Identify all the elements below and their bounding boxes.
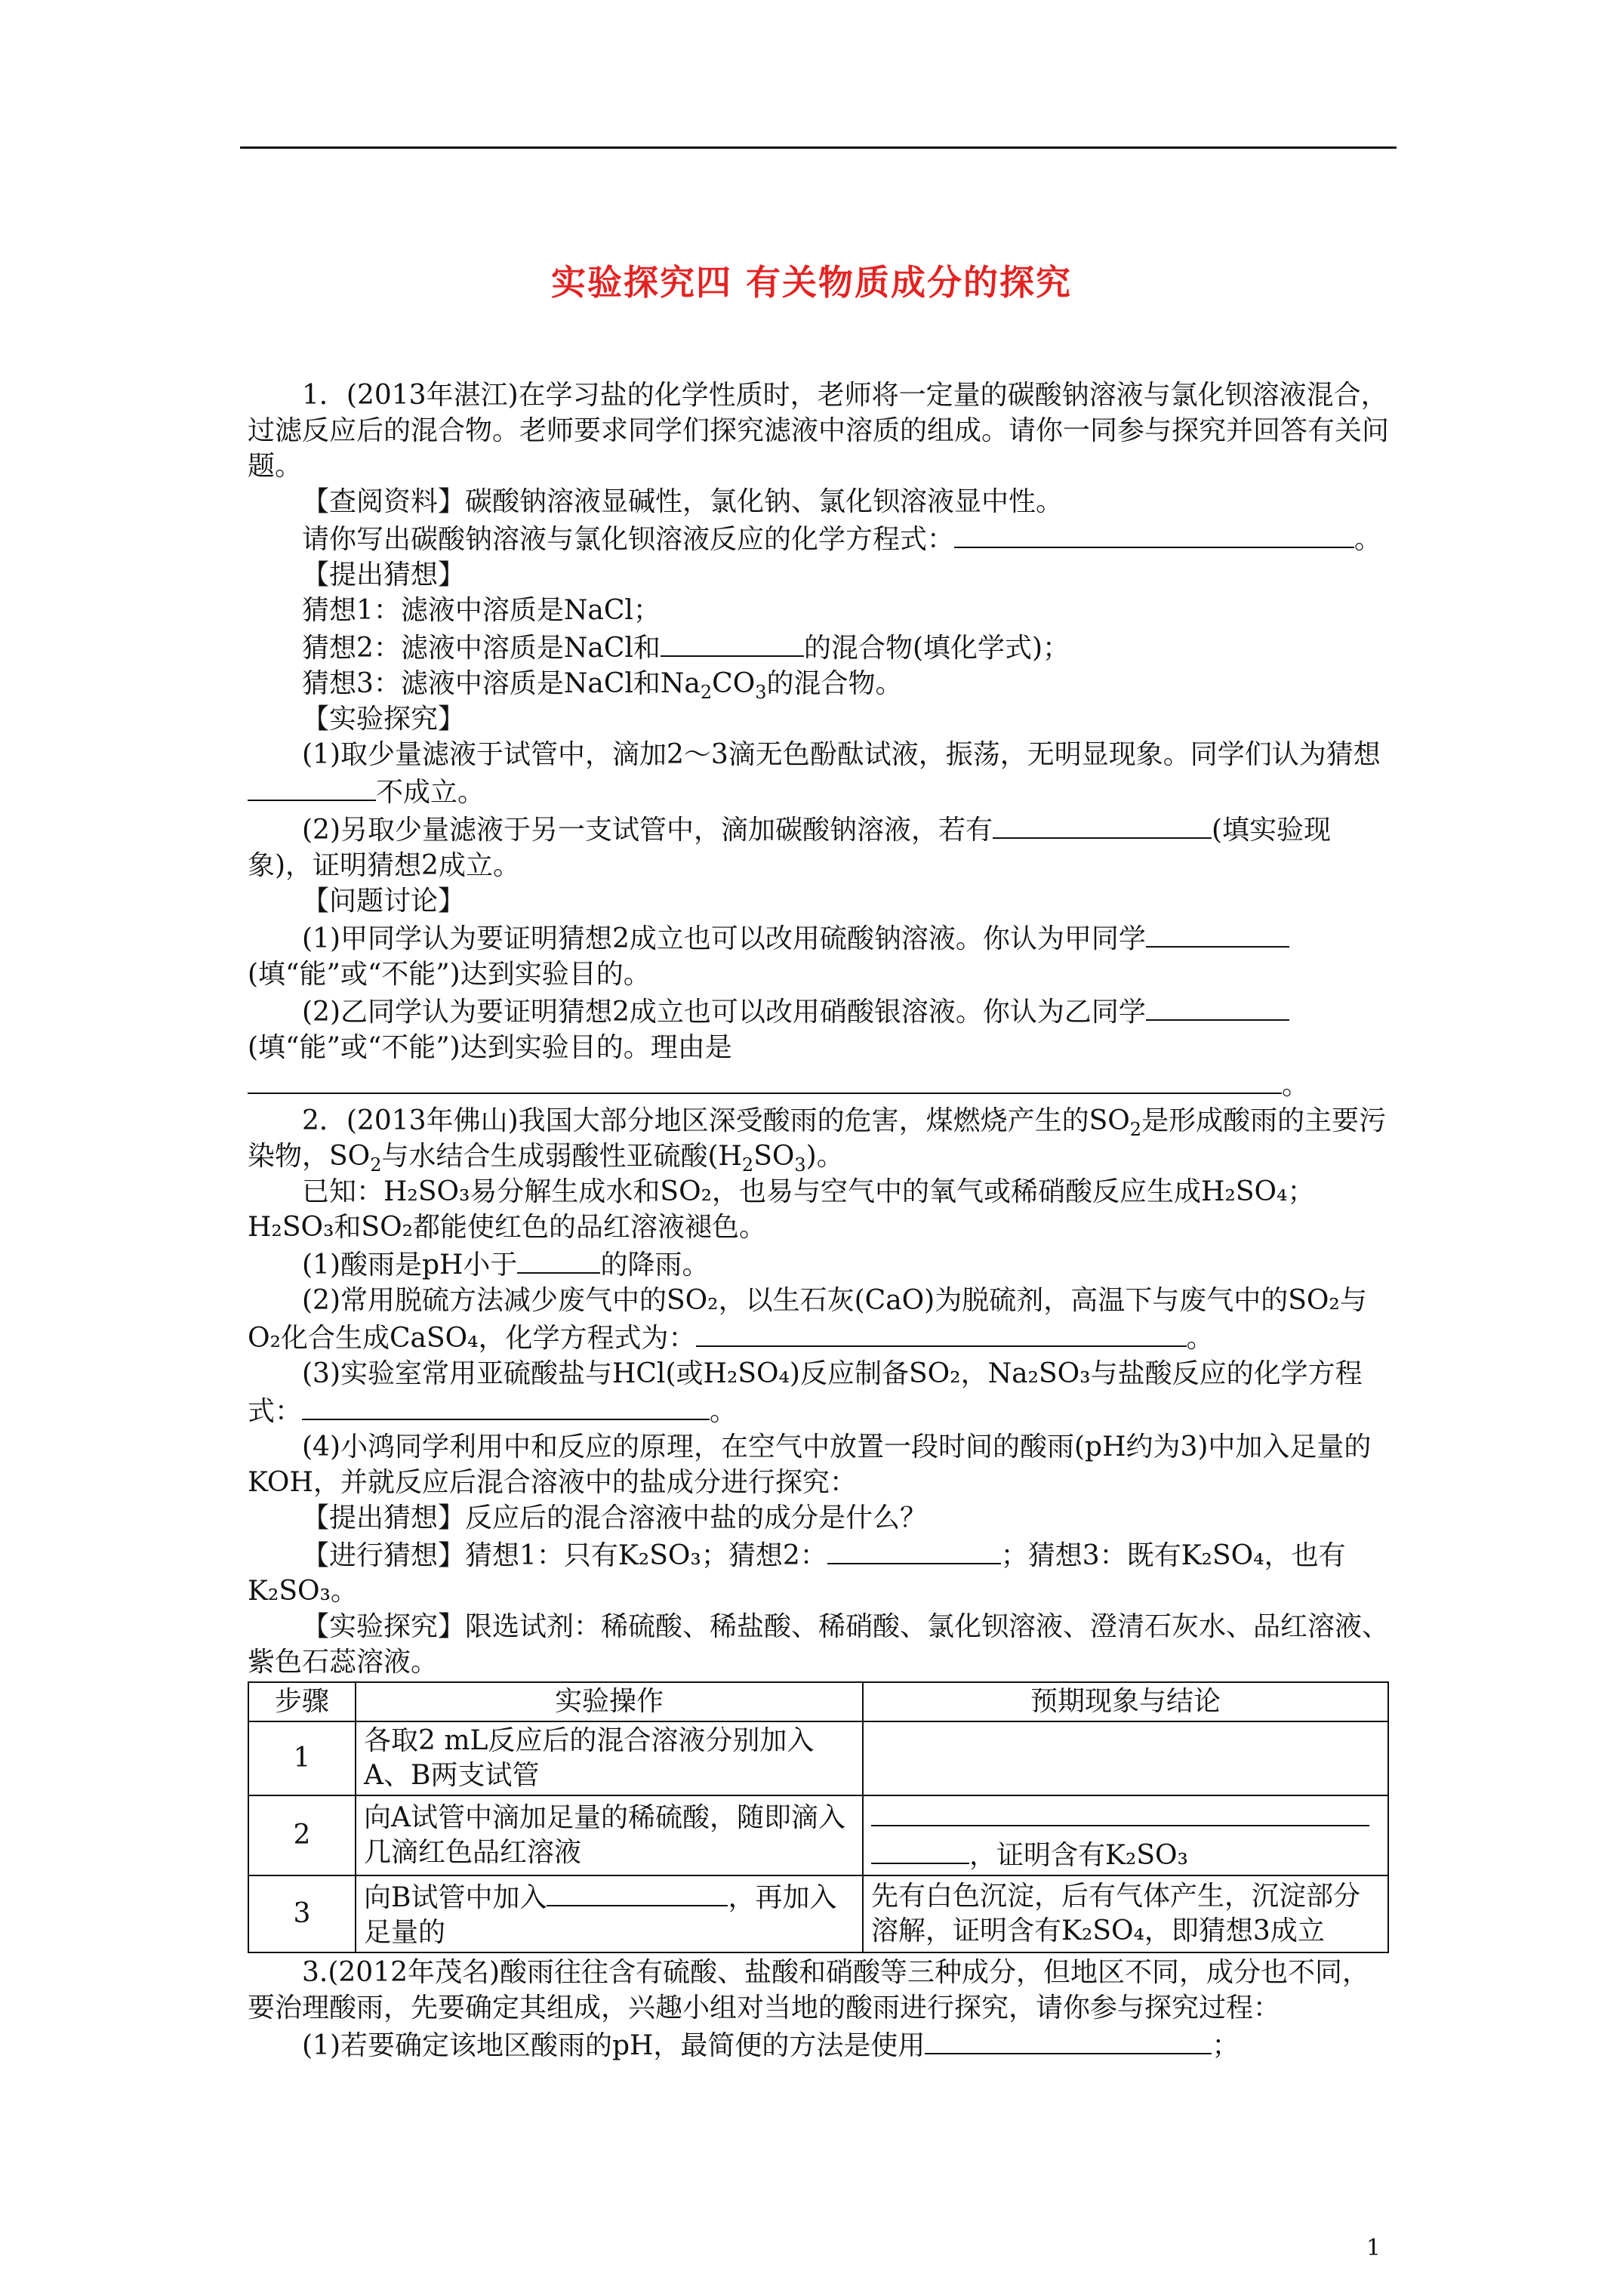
header-rule bbox=[240, 146, 1397, 149]
q1-hyp1: 猜想1：滤液中溶质是NaCl； bbox=[302, 595, 661, 626]
experiment-table bbox=[248, 1681, 1389, 1953]
q1-disc2: (2)乙同学认为要证明猜想2成立也可以改用硝酸银溶液。你认为乙同学(填“能”或“不能”)达到实验目的。理由是 bbox=[248, 992, 1389, 1065]
q1-hyp2: 猜想2：滤液中溶质是NaCl和 的混合物(填化学式)； bbox=[248, 628, 1389, 666]
answer-blank[interactable] bbox=[871, 1835, 969, 1864]
q1-hyp3: 猜想3：滤液中溶质是NaCl和$Na_2CO_3$的混合物。 bbox=[302, 668, 903, 704]
q2-exp: 【实验探究】限选试剂：稀硫酸、稀盐酸、稀硝酸、氯化钡溶液、澄清石灰水、品红溶液、紫色石蕊溶液。 bbox=[248, 1611, 1390, 1678]
q2-question-head: 【提出猜想】反应后的混合溶液中盐的成分是什么？ bbox=[302, 1502, 928, 1533]
step-result: ，证明含有K₂SO₃ bbox=[863, 1795, 1388, 1875]
q1-equation: 请你写出碳酸钠溶液与氯化钡溶液反应的化学方程式： 。 bbox=[248, 519, 1389, 557]
q3-intro: 3.(2012年茂名)酸雨往往含有硫酸、盐酸和硝酸等三种成分，但地区不同，成分也不同，要治理酸雨，先要确定其组成，兴趣小组对当地的酸雨进行探究，请你参与探究过程： bbox=[248, 1957, 1370, 2023]
q2-p3: (3)实验室常用亚硫酸盐与HCl(或H₂SO₄)反应制备SO₂，Na₂SO₃与盐酸反应的化学方程式： 。 bbox=[248, 1358, 1363, 1427]
q2-p1: (1)酸雨是pH小于 的降雨。 bbox=[248, 1245, 1389, 1283]
q3-p1: (1)若要确定该地区酸雨的pH，最简便的方法是使用 ； bbox=[248, 2026, 1389, 2063]
answer-blank[interactable] bbox=[547, 1878, 728, 1906]
answer-blank[interactable] bbox=[1146, 992, 1289, 1021]
table-header: 预期现象与结论 bbox=[863, 1682, 1388, 1721]
q1-exp1: (1)取少量滤液于试管中，滴加2～3滴无色酚酞试液，振荡，无明显现象。同学们认为猜想不成立。 bbox=[248, 737, 1389, 810]
step-operation: 向B试管中加入 ，再加入足量的 bbox=[356, 1875, 863, 1952]
answer-blank[interactable] bbox=[248, 772, 376, 801]
table-header: 实验操作 bbox=[356, 1682, 863, 1721]
q1-exp2: (2)另取少量滤液于另一支试管中，滴加碳酸钠溶液，若有 (填实验现象)，证明猜想2成立。 bbox=[248, 810, 1389, 883]
answer-blank[interactable] bbox=[954, 519, 1354, 548]
q1-reason-line: 。 bbox=[248, 1065, 1389, 1103]
q1-intro: 1．(2013年湛江)在学习盐的化学性质时，老师将一定量的碳酸钠溶液与氯化钡溶液混合，过滤反应后的混合物。老师要求同学们探究滤液中溶质的组成。请你一同参与探究并回答有关问题。 bbox=[248, 380, 1390, 482]
q1-disc1: (1)甲同学认为要证明猜想2成立也可以改用硫酸钠溶液。你认为甲同学(填“能”或“不能”)达到实验目的。 bbox=[248, 919, 1389, 992]
q1-disc-head: 【问题讨论】 bbox=[302, 886, 466, 917]
q2-intro: 2．(2013年佛山)我国大部分地区深受酸雨的危害，煤燃烧产生的$SO_2$是形成酸雨的主要污染物，$SO_2$与水结合生成弱酸性亚硫酸$(H_2SO_3)$。 bbox=[248, 1105, 1387, 1176]
step-number: 3 bbox=[248, 1875, 356, 1952]
answer-blank[interactable] bbox=[517, 1245, 600, 1274]
q2-known: 已知：H₂SO₃易分解生成水和SO₂，也易与空气中的氧气或稀硝酸反应生成H₂SO₄；H₂SO₃和SO₂都能使红色的品红溶液褪色。 bbox=[248, 1176, 1315, 1243]
step-number: 2 bbox=[248, 1795, 356, 1875]
table-row bbox=[248, 1875, 1388, 1952]
document-body bbox=[248, 378, 1389, 2063]
answer-blank[interactable] bbox=[993, 810, 1212, 839]
q2-guess: 【进行猜想】猜想1：只有K₂SO₃；猜想2： ；猜想3：既有K₂SO₄，也有K₂SO₃。 bbox=[248, 1536, 1389, 1609]
answer-blank[interactable] bbox=[661, 628, 804, 657]
page-number: 1 bbox=[1366, 2235, 1381, 2261]
step-number: 1 bbox=[248, 1721, 356, 1795]
table-header-row bbox=[248, 1682, 1388, 1721]
answer-blank[interactable] bbox=[871, 1798, 1369, 1826]
step-result: 先有白色沉淀，后有气体产生，沉淀部分溶解，证明含有K₂SO₄，即猜想3成立 bbox=[863, 1875, 1388, 1952]
q2-p4: (4)小鸿同学利用中和反应的原理，在空气中放置一段时间的酸雨(pH约为3)中加入足量的KOH，并就反应后混合溶液中的盐成分进行探究： bbox=[248, 1432, 1372, 1498]
step-operation: 各取2 mL反应后的混合溶液分别加入A、B两支试管 bbox=[356, 1721, 863, 1795]
page-title: 实验探究四 有关物质成分的探究 bbox=[550, 262, 1072, 303]
answer-blank[interactable] bbox=[1146, 919, 1289, 948]
answer-blank[interactable] bbox=[302, 1391, 710, 1420]
q1-hyp-head: 【提出猜想】 bbox=[302, 559, 466, 590]
step-result bbox=[863, 1721, 1388, 1795]
table-header: 步骤 bbox=[248, 1682, 356, 1721]
q1-info: 【查阅资料】碳酸钠溶液显碱性，氯化钠、氯化钡溶液显中性。 bbox=[302, 486, 1064, 517]
q1-exp-head: 【实验探究】 bbox=[302, 704, 466, 735]
q2-p2: (2)常用脱硫方法减少废气中的SO₂，以生石灰(CaO)为脱硫剂，高温下与废气中的SO₂与O₂化合生成CaSO₄，化学方程式为： 。 bbox=[248, 1285, 1367, 1354]
table-row bbox=[248, 1795, 1388, 1875]
table-row bbox=[248, 1721, 1388, 1795]
step-operation: 向A试管中滴加足量的稀硫酸，随即滴入几滴红色品红溶液 bbox=[356, 1795, 863, 1875]
answer-blank[interactable] bbox=[696, 1318, 1187, 1347]
answer-blank[interactable] bbox=[925, 2026, 1212, 2054]
answer-blank[interactable] bbox=[248, 1065, 1282, 1094]
answer-blank[interactable] bbox=[827, 1536, 1001, 1564]
